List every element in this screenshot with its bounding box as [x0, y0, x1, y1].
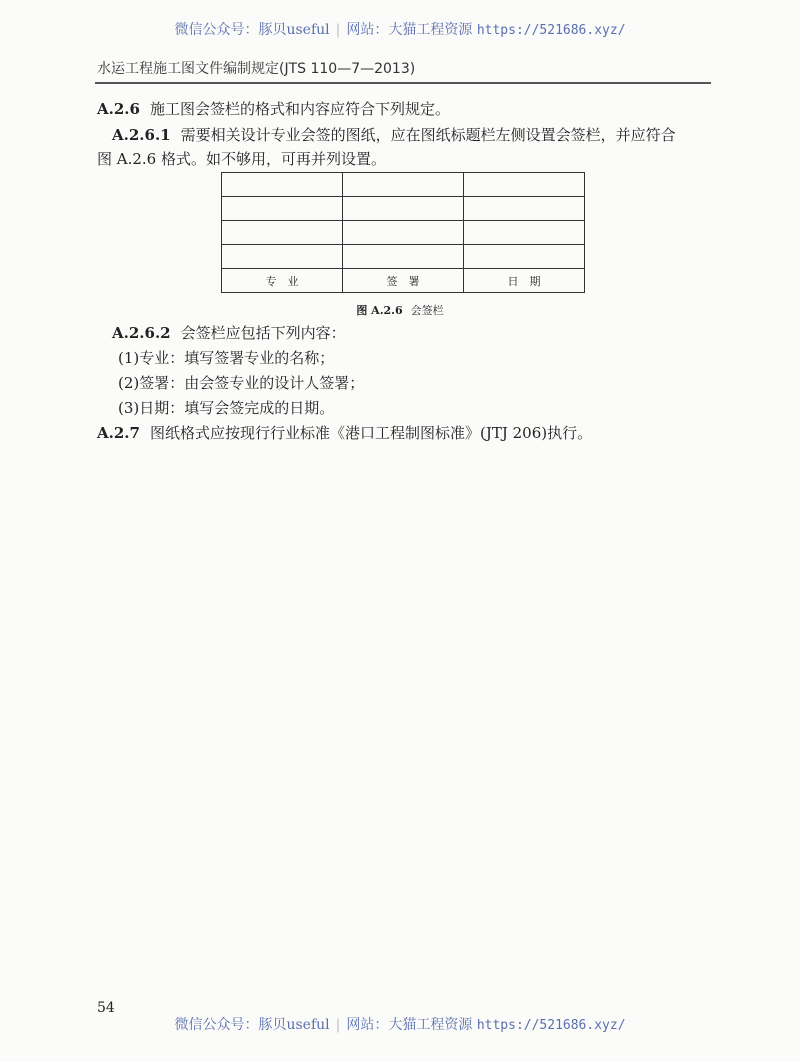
table-row — [222, 245, 585, 269]
table-header-row — [222, 269, 585, 293]
watermark-separator: | — [335, 1017, 341, 1033]
figure-number: 图 A.2.6 — [356, 304, 403, 317]
list-item: (1)专业：填写签署专业的名称； — [118, 349, 335, 367]
header-specialty: 专 业 — [222, 269, 343, 293]
watermark-site: 网站：大猫工程资源 — [346, 22, 473, 38]
section-a261 — [112, 124, 676, 145]
page-number: 54 — [97, 1000, 115, 1016]
table-row — [222, 221, 585, 245]
section-a27 — [97, 422, 592, 443]
watermark-site: 网站：大猫工程资源 — [346, 1017, 473, 1033]
section-text: 图纸格式应按现行行业标准《港口工程制图标准》(JTJ 206)执行。 — [149, 424, 593, 442]
table-row — [222, 173, 585, 197]
section-continuation: 图 A.2.6 格式。如不够用，可再并列设置。 — [97, 150, 386, 168]
section-text: 会签栏应包括下列内容： — [180, 324, 346, 342]
watermark-wechat: 微信公众号：豚贝useful — [174, 1017, 330, 1033]
section-a26 — [97, 98, 450, 119]
list-item: (3)日期：填写会签完成的日期。 — [118, 399, 335, 417]
watermark-top — [0, 19, 800, 39]
running-header: 水运工程施工图文件编制规定(JTS 110—7—2013) — [97, 61, 416, 77]
header-date: 日 期 — [464, 269, 585, 293]
section-number: A.2.6 — [97, 100, 140, 118]
watermark-separator: | — [335, 22, 341, 38]
watermark-url[interactable]: https://521686.xyz/ — [476, 23, 626, 38]
section-number: A.2.6.2 — [112, 324, 171, 342]
list-item: (2)签署：由会签专业的设计人签署； — [118, 374, 365, 392]
watermark-url[interactable]: https://521686.xyz/ — [476, 1018, 626, 1033]
section-a262 — [112, 322, 346, 343]
section-text: 需要相关设计专业会签的图纸，应在图纸标题栏左侧设置会签栏，并应符合 — [180, 126, 676, 144]
header-signature: 签 署 — [343, 269, 464, 293]
table-row — [222, 197, 585, 221]
header-rule — [95, 82, 711, 84]
section-text: 施工图会签栏的格式和内容应符合下列规定。 — [149, 100, 450, 118]
watermark-wechat: 微信公众号：豚贝useful — [174, 22, 330, 38]
countersign-table — [221, 172, 585, 293]
section-number: A.2.6.1 — [112, 126, 171, 144]
figure-caption — [0, 302, 800, 318]
watermark-bottom — [0, 1014, 800, 1034]
section-number: A.2.7 — [97, 424, 140, 442]
figure-title: 会签栏 — [410, 304, 444, 317]
